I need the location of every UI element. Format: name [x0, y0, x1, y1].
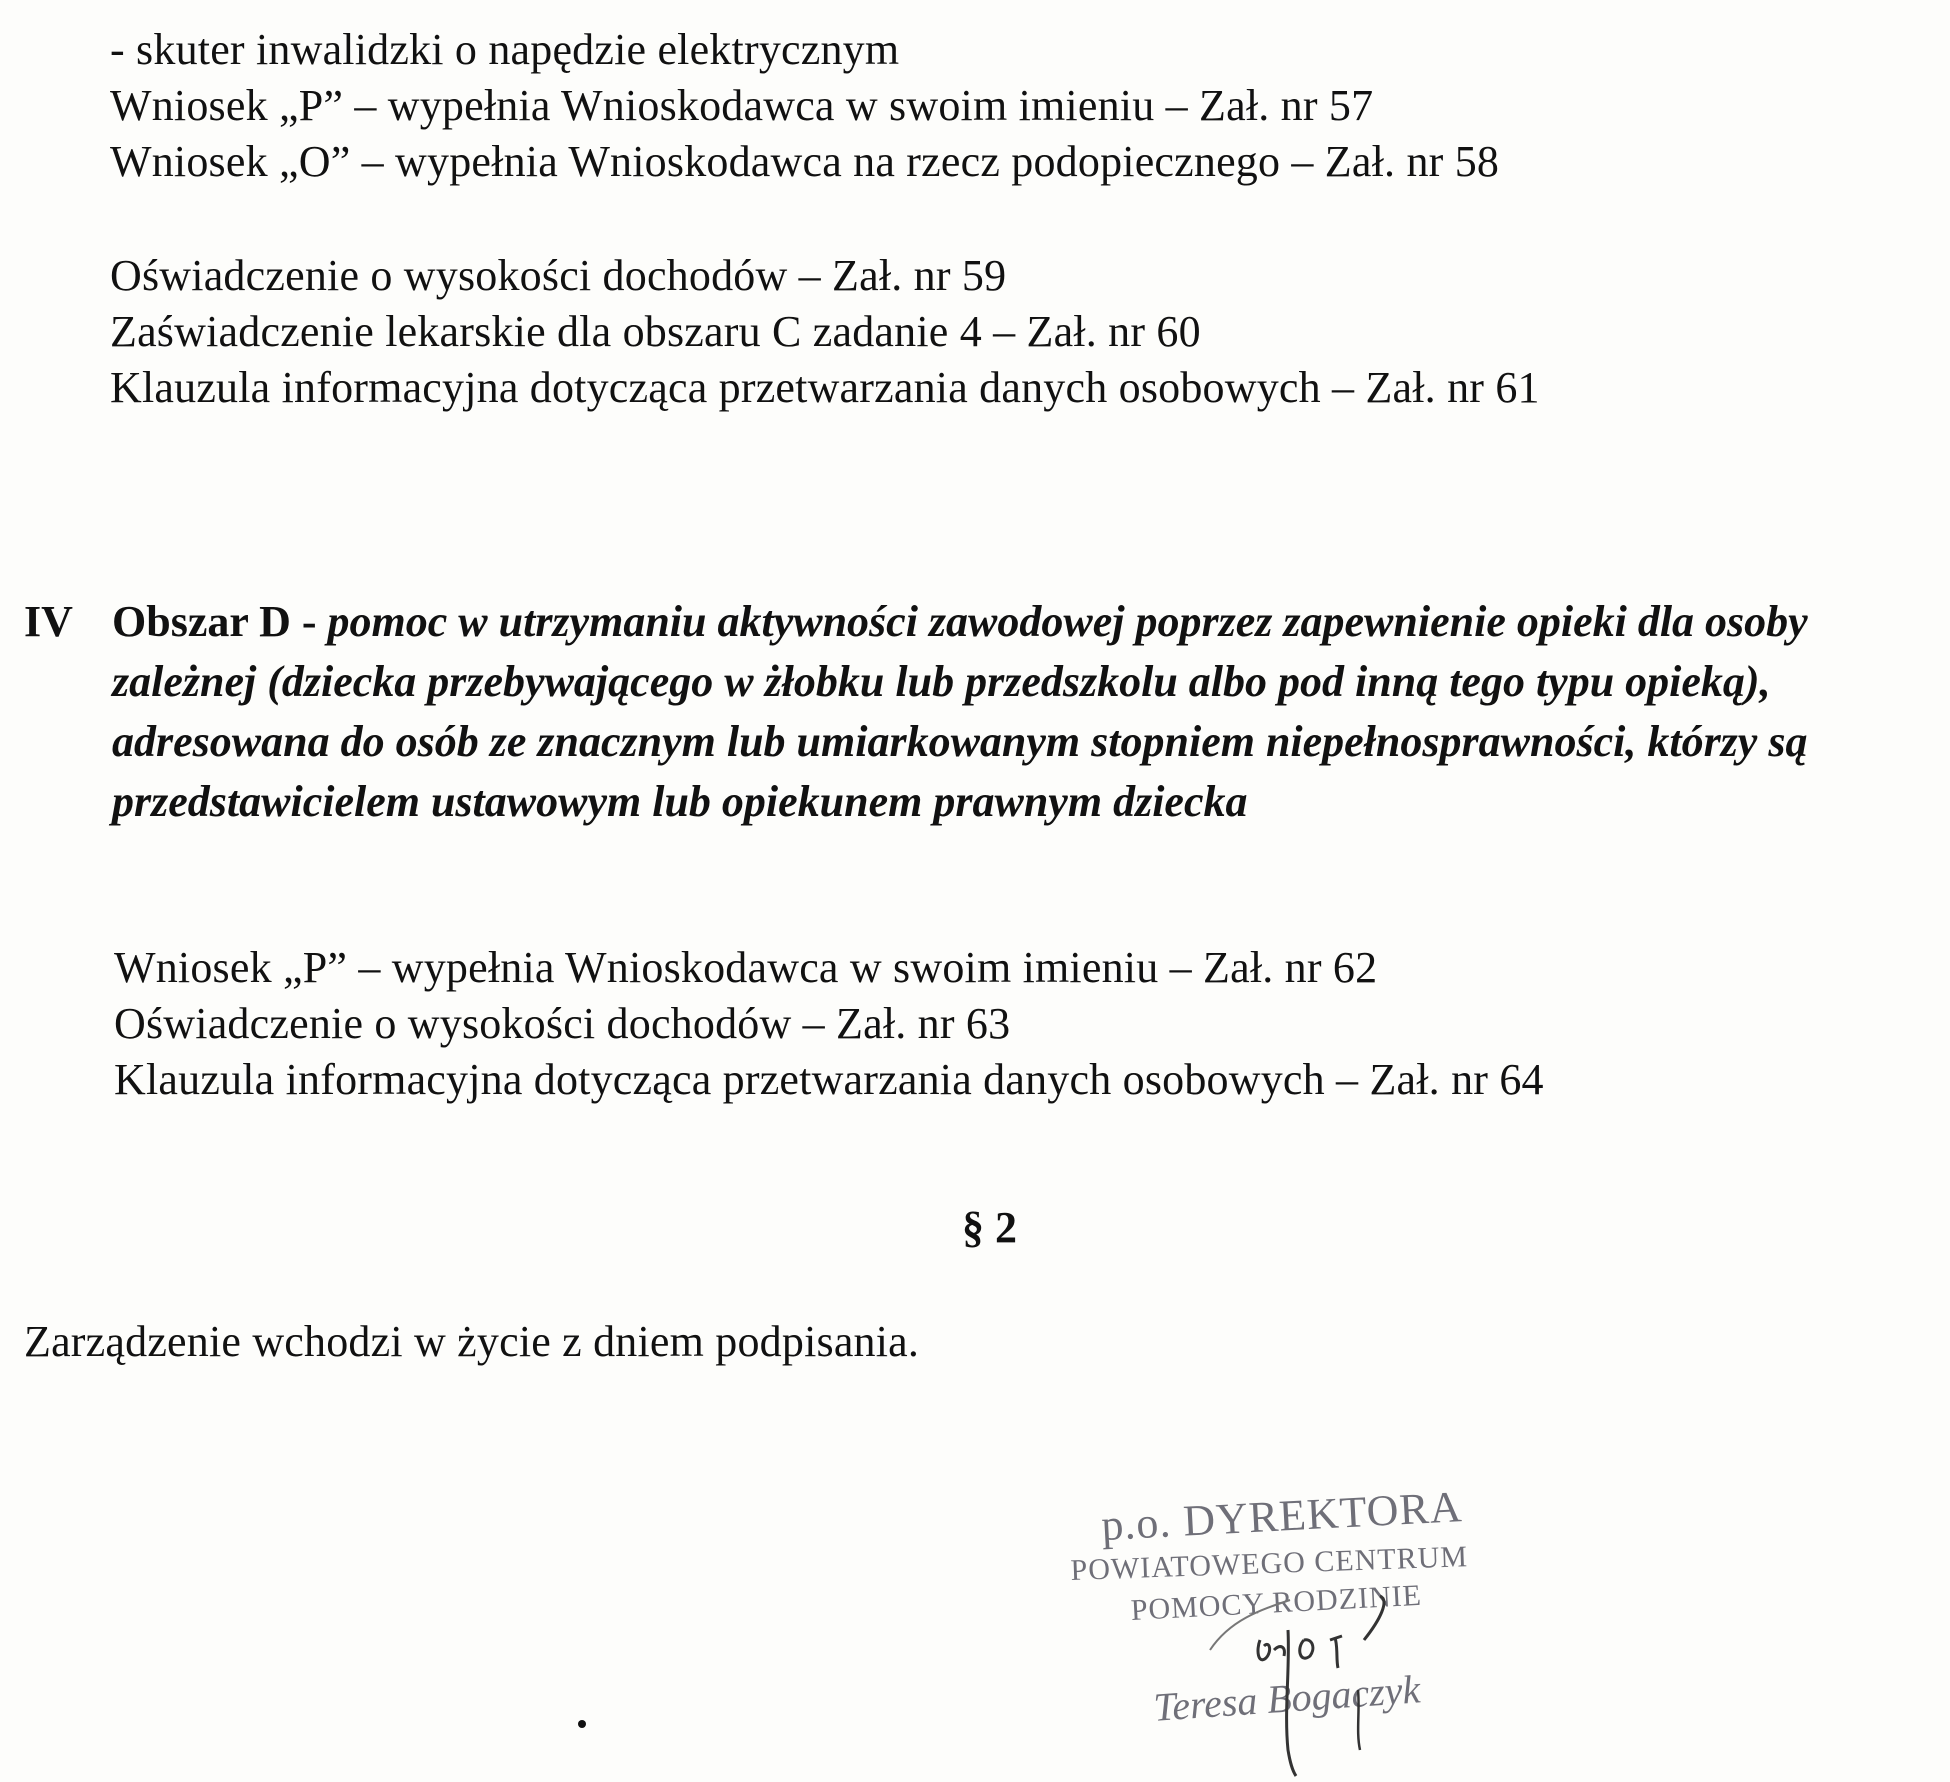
stamp-institution-line2: POMOCY RODZINIE	[1130, 1578, 1423, 1627]
attachment-line-62: Wniosek „P” – wypełnia Wnioskodawca w swoim imieniu – Zał. nr 62	[114, 943, 1378, 992]
handwritten-signature	[1060, 1500, 1540, 1780]
list-item-scooter: - skuter inwalidzki o napędzie elektrycznym	[110, 25, 900, 74]
stamp-name: Teresa Bogaczyk	[1152, 1666, 1422, 1730]
section-separator: -	[290, 597, 328, 646]
attachment-line-64: Klauzula informacyjna dotycząca przetwarzania danych osobowych – Zał. nr 64	[114, 1055, 1544, 1104]
attachment-line-61: Klauzula informacyjna dotycząca przetwarzania danych osobowych – Zał. nr 61	[110, 363, 1540, 412]
attachment-line-58: Wniosek „O” – wypełnia Wnioskodawca na rzecz podopiecznego – Zał. nr 58	[110, 137, 1500, 186]
closing-text: Zarządzenie wchodzi w życie z dniem podpisania.	[24, 1317, 920, 1366]
section-label: Obszar D	[112, 597, 291, 646]
paragraph-mark: § 2	[962, 1203, 1017, 1252]
stray-ink-dot	[578, 1720, 586, 1728]
attachment-line-63: Oświadczenie o wysokości dochodów – Zał. nr 63	[114, 999, 1011, 1048]
attachment-line-57: Wniosek „P” – wypełnia Wnioskodawca w swoim imieniu – Zał. nr 57	[110, 81, 1374, 130]
attachment-line-59: Oświadczenie o wysokości dochodów – Zał. nr 59	[110, 251, 1007, 300]
section-description: pomoc w utrzymaniu aktywności zawodowej poprzez zapewnienie opieki dla osoby zależnej (dziecka przebywającego w żłobku lub przedszkolu albo pod inną tego typu opieką), adresowana do osób ze znacznym lub umiarkowanym stopniem niepełnosprawności, którzy są przedstawicielem ustawowym lub opiekunem prawnym dziecka	[112, 597, 1808, 826]
stamp-institution-line1: POWIATOWEGO CENTRUM	[1070, 1540, 1469, 1587]
attachment-line-60: Zaświadczenie lekarskie dla obszaru C zadanie 4 – Zał. nr 60	[110, 307, 1201, 356]
stamp-title: p.o. DYREKTORA	[1100, 1482, 1464, 1550]
section-heading	[112, 592, 1942, 832]
section-number: IV	[24, 597, 73, 646]
